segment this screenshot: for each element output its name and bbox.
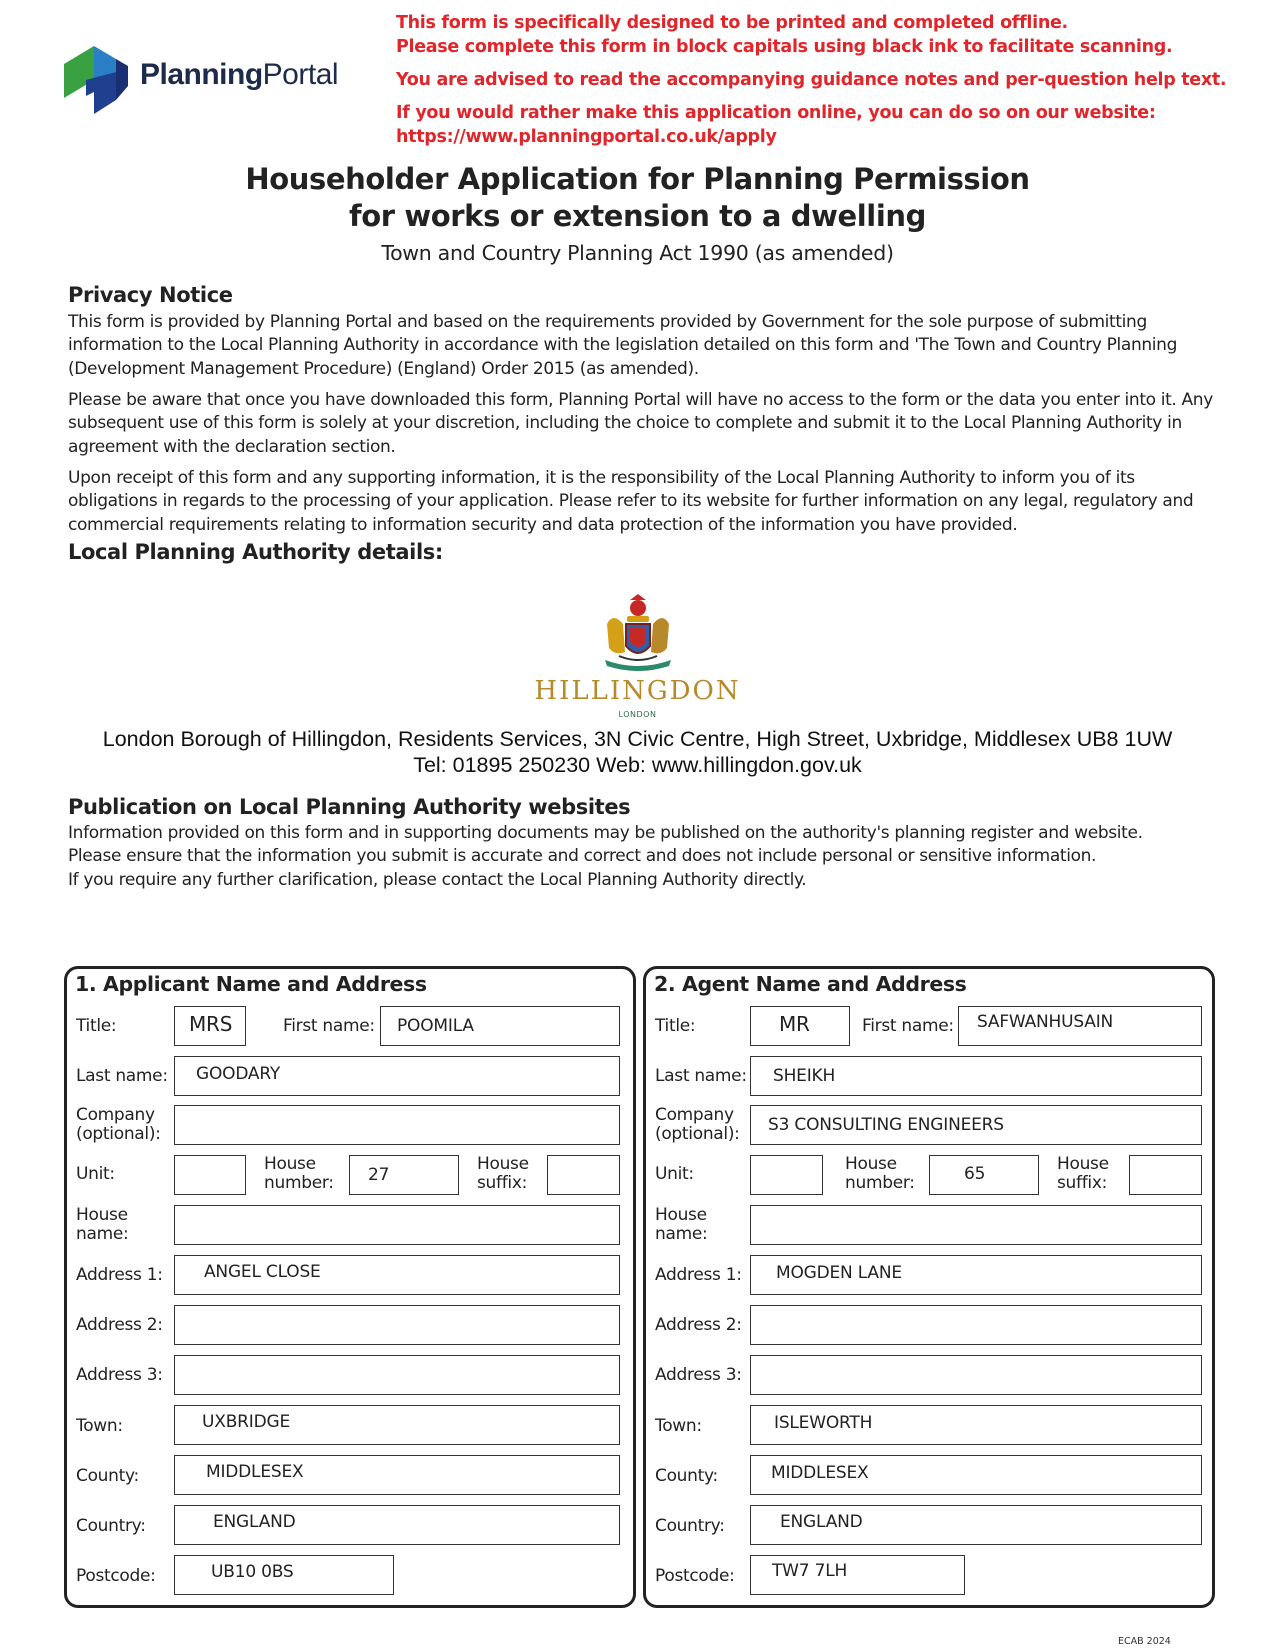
applicant-house-name-label-1: House: [76, 1205, 128, 1225]
agent-address1-label: Address 1:: [655, 1265, 742, 1285]
agent-unit-field[interactable]: [750, 1155, 823, 1195]
publication-heading: Publication on Local Planning Authority websites: [68, 795, 631, 819]
applicant-address3-field[interactable]: [174, 1355, 620, 1395]
applicant-address2-field[interactable]: [174, 1305, 620, 1345]
agent-address1-value: MOGDEN LANE: [776, 1263, 902, 1283]
applicant-postcode-label: Postcode:: [76, 1566, 156, 1586]
agent-address3-label: Address 3:: [655, 1365, 742, 1385]
lpa-address: London Borough of Hillingdon, Residents Services, 3N Civic Centre, High Street, Uxbridge, Middlesex UB8 1UW: [102, 727, 1173, 751]
agent-house-number-label-2: number:: [845, 1173, 915, 1193]
agent-section: [643, 966, 1215, 1608]
agent-address2-field[interactable]: [750, 1305, 1202, 1345]
applicant-house-name-label-2: name:: [76, 1224, 129, 1244]
agent-postcode-field[interactable]: [750, 1555, 965, 1595]
applicant-county-value: MIDDLESEX: [206, 1462, 304, 1482]
applicant-country-field[interactable]: [174, 1505, 620, 1545]
publication-paragraph: Information provided on this form and in supporting documents may be published on the authority's planning register and website. Please ensure that the information you submit is accurate and correct and does not include personal or sensitive information. If you require any further clarification, please contact the Local Planning Authority directly.: [68, 823, 1143, 890]
applicant-county-label: County:: [76, 1466, 139, 1486]
agent-section-heading: 2. Agent Name and Address: [654, 972, 967, 996]
applicant-address1-field[interactable]: [174, 1255, 620, 1295]
applicant-company-field[interactable]: [174, 1105, 620, 1145]
planning-portal-logo: [64, 42, 364, 116]
applicant-country-value: ENGLAND: [213, 1512, 296, 1532]
applicant-section: [64, 966, 636, 1608]
agent-county-label: County:: [655, 1466, 718, 1486]
agent-house-suffix-label-2: suffix:: [1057, 1173, 1108, 1193]
applicant-first-name-field[interactable]: [380, 1006, 620, 1046]
agent-title-value: MR: [779, 1012, 810, 1036]
agent-company-field[interactable]: [750, 1105, 1202, 1145]
applicant-last-name-value: GOODARY: [196, 1064, 281, 1084]
lpa-heading: Local Planning Authority details:: [68, 540, 443, 564]
notice-line-4: If you would rather make this application online, you can do so on our website:: [396, 103, 1156, 123]
notice-line-3: You are advised to read the accompanying guidance notes and per-question help text.: [396, 70, 1227, 90]
applicant-house-number-field[interactable]: [349, 1155, 459, 1195]
agent-address3-field[interactable]: [750, 1355, 1202, 1395]
lpa-contact: Tel: 01895 250230 Web: www.hillingdon.gov.uk: [413, 753, 862, 777]
applicant-house-suffix-field[interactable]: [547, 1155, 620, 1195]
agent-title-field[interactable]: [750, 1006, 850, 1046]
agent-house-name-label-2: name:: [655, 1224, 708, 1244]
applicant-company-label-1: Company: [76, 1105, 155, 1125]
privacy-heading: Privacy Notice: [68, 283, 233, 307]
applicant-town-value: UXBRIDGE: [202, 1412, 290, 1432]
form-title-line-2: for works or extension to a dwelling: [349, 199, 926, 233]
applicant-unit-label: Unit:: [76, 1164, 115, 1184]
agent-house-name-field[interactable]: [750, 1205, 1202, 1245]
agent-town-label: Town:: [655, 1416, 702, 1436]
applicant-unit-field[interactable]: [174, 1155, 246, 1195]
agent-last-name-value: SHEIKH: [773, 1066, 836, 1086]
applicant-first-name-value: POOMILA: [397, 1016, 474, 1036]
agent-unit-label: Unit:: [655, 1164, 694, 1184]
applicant-house-name-field[interactable]: [174, 1205, 620, 1245]
hillingdon-london-subtitle: LONDON: [618, 710, 657, 719]
privacy-paragraph-1: This form is provided by Planning Portal and based on the requirements provided by Government for the sole purpose of submitting information to the Local Planning Authority in accordance with the legislation detailed on this form and 'The Town and Country Planning (Development Management Procedure) (England) Order 2015 (as amended).: [68, 312, 1178, 379]
applicant-town-field[interactable]: [174, 1405, 620, 1445]
agent-house-number-field[interactable]: [929, 1155, 1039, 1195]
agent-company-value: S3 CONSULTING ENGINEERS: [768, 1115, 1004, 1135]
agent-title-label: Title:: [655, 1016, 696, 1036]
applicant-company-label-2: (optional):: [76, 1124, 161, 1144]
logo-word-light: Portal: [262, 58, 339, 91]
agent-address1-field[interactable]: [750, 1255, 1202, 1295]
applicant-house-suffix-label-1: House: [477, 1154, 529, 1174]
agent-first-name-field[interactable]: [958, 1006, 1202, 1046]
hillingdon-wordmark: HILLINGDON: [534, 676, 741, 706]
logo-word-bold: Planning: [140, 58, 263, 91]
agent-house-suffix-field[interactable]: [1129, 1155, 1202, 1195]
agent-postcode-value: TW7 7LH: [772, 1561, 848, 1581]
applicant-address1-label: Address 1:: [76, 1265, 163, 1285]
agent-county-value: MIDDLESEX: [771, 1463, 869, 1483]
agent-address2-label: Address 2:: [655, 1315, 742, 1335]
offline-notice: [396, 11, 1227, 149]
applicant-title-field[interactable]: [174, 1006, 246, 1046]
agent-house-number-value: 65: [964, 1164, 986, 1184]
agent-house-name-label-1: House: [655, 1205, 707, 1225]
applicant-first-name-label: First name:: [283, 1016, 375, 1036]
applicant-title-value: MRS: [189, 1012, 233, 1036]
agent-postcode-label: Postcode:: [655, 1566, 735, 1586]
applicant-last-name-field[interactable]: [174, 1056, 620, 1096]
applicant-house-suffix-label-2: suffix:: [477, 1173, 528, 1193]
applicant-house-number-label-2: number:: [264, 1173, 334, 1193]
applicant-town-label: Town:: [76, 1416, 123, 1436]
agent-country-value: ENGLAND: [780, 1512, 863, 1532]
notice-line-1: This form is specifically designed to be printed and completed offline.: [396, 13, 1068, 33]
applicant-house-number-label-1: House: [264, 1154, 316, 1174]
agent-country-field[interactable]: [750, 1505, 1202, 1545]
agent-company-label-1: Company: [655, 1105, 734, 1125]
agent-town-value: ISLEWORTH: [774, 1413, 873, 1433]
applicant-address3-label: Address 3:: [76, 1365, 163, 1385]
form-title-line-1: Householder Application for Planning Permission: [245, 162, 1030, 196]
logo-wordmark: [140, 58, 338, 92]
privacy-paragraph-3: Upon receipt of this form and any supporting information, it is the responsibility of the Local Planning Authority to inform you of its obligations in regards to the processing of your application. Please refer to its website for further information on any legal, regulatory and commercial requirements relating to information security and data protection of the information you have provided.: [68, 468, 1194, 535]
agent-last-name-field[interactable]: [750, 1056, 1202, 1096]
agent-house-suffix-label-1: House: [1057, 1154, 1109, 1174]
hillingdon-crest-icon: [597, 594, 679, 676]
form-code: ECAB 2024: [1118, 1636, 1171, 1647]
applicant-country-label: Country:: [76, 1516, 146, 1536]
applicant-postcode-value: UB10 0BS: [211, 1562, 294, 1582]
agent-town-field[interactable]: [750, 1405, 1202, 1445]
agent-first-name-label: First name:: [862, 1016, 954, 1036]
agent-first-name-value: SAFWANHUSAIN: [977, 1012, 1114, 1032]
applicant-postcode-field[interactable]: [174, 1555, 394, 1595]
applicant-county-field[interactable]: [174, 1455, 620, 1495]
applicant-address2-label: Address 2:: [76, 1315, 163, 1335]
agent-last-name-label: Last name:: [655, 1066, 747, 1086]
applicant-house-number-value: 27: [368, 1165, 390, 1185]
applicant-address1-value: ANGEL CLOSE: [204, 1262, 321, 1282]
agent-house-number-label-1: House: [845, 1154, 897, 1174]
agent-country-label: Country:: [655, 1516, 725, 1536]
notice-line-2: Please complete this form in block capitals using black ink to facilitate scanning.: [396, 37, 1173, 57]
agent-county-field[interactable]: [750, 1455, 1202, 1495]
applicant-title-label: Title:: [76, 1016, 117, 1036]
form-subtitle: Town and Country Planning Act 1990 (as amended): [381, 241, 894, 265]
agent-company-label-2: (optional):: [655, 1124, 740, 1144]
planning-portal-logo-icon: [64, 42, 130, 116]
applicant-last-name-label: Last name:: [76, 1066, 168, 1086]
applicant-section-heading: 1. Applicant Name and Address: [75, 972, 427, 996]
apply-online-link[interactable]: https://www.planningportal.co.uk/apply: [396, 127, 777, 147]
privacy-paragraph-2: Please be aware that once you have downloaded this form, Planning Portal will have no access to the form or the data you enter into it. Any subsequent use of this form is solely at your discretion, including the choice to complete and submit it to the Local Planning Authority in agreement with the declaration section.: [68, 390, 1213, 457]
